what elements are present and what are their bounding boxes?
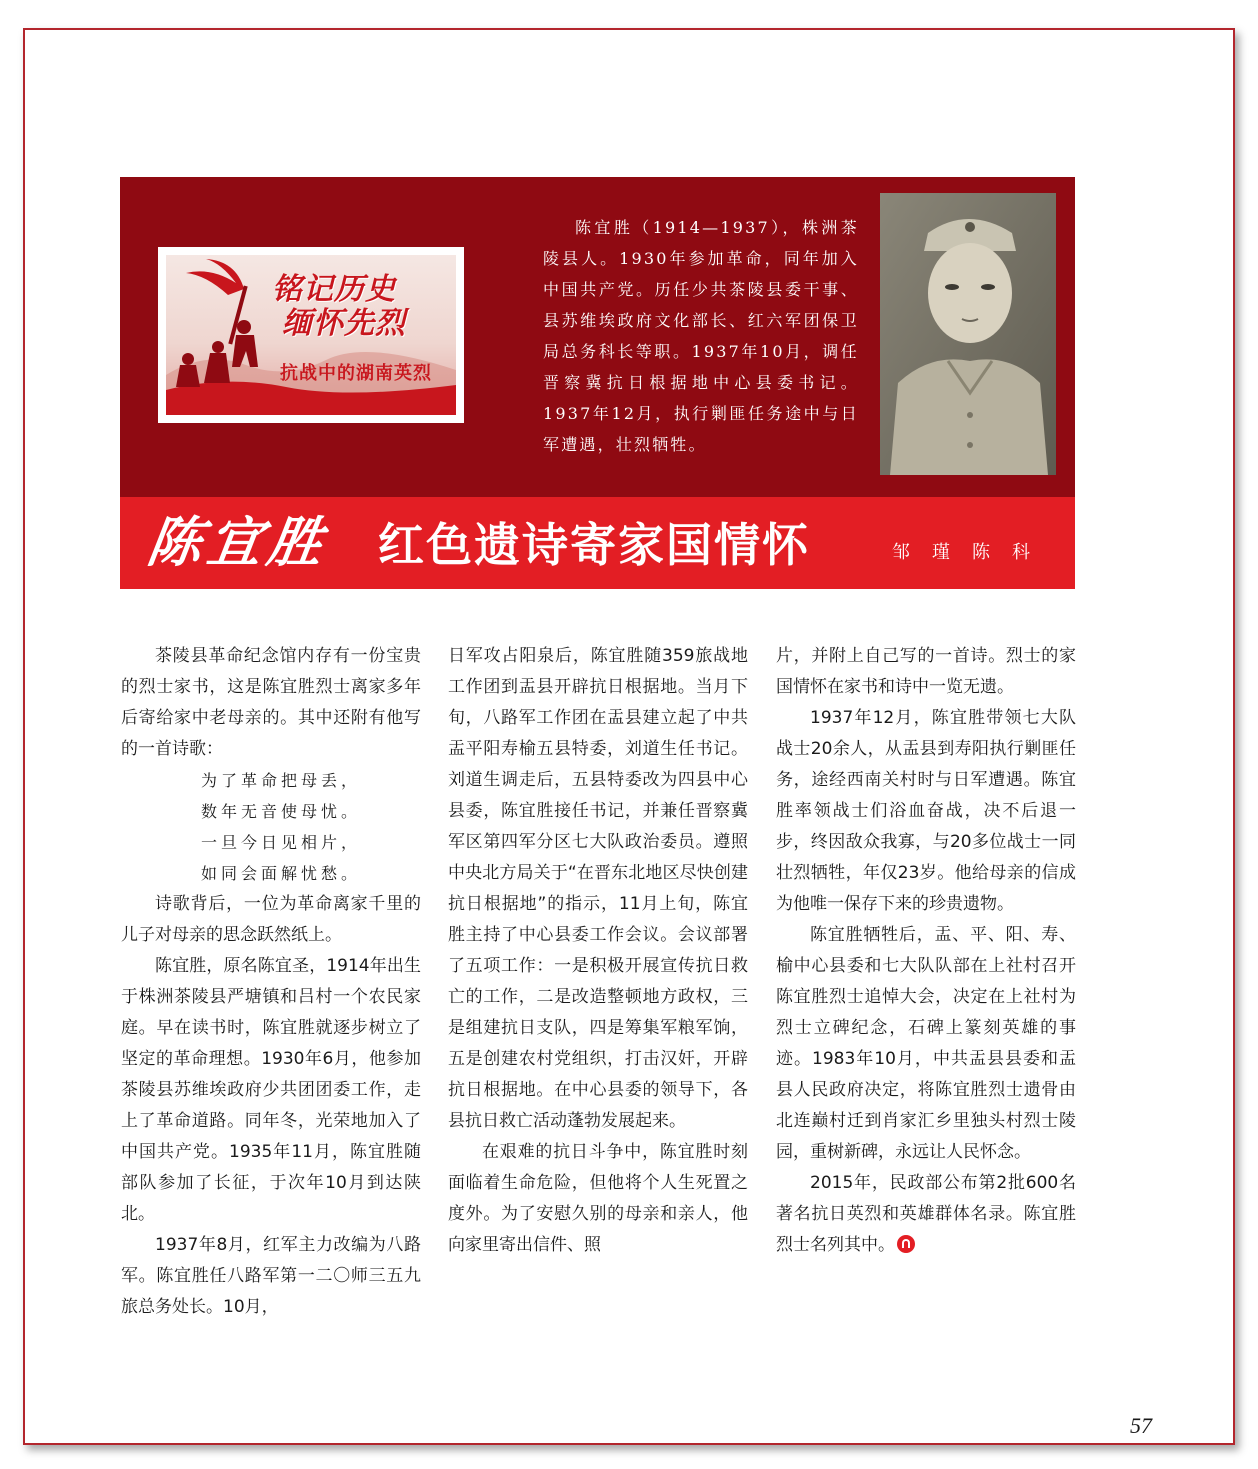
- paragraph: 1937年8月，红军主力改编为八路军。陈宜胜任八路军第一二〇师三五九旅总务处长。10月，: [121, 1235, 421, 1317]
- biography-intro: 陈宜胜（1914—1937），株洲茶陵县人。1930年参加革命，同年加入中国共产党。历任少共茶陵县委干事、县苏维埃政府文化部长、红六军团保卫局总务科长等职。1937年10月，调任晋察冀抗日根据地中心县委书记。1937年12月，执行剿匪任务途中与日军遭遇，壮烈牺牲。: [543, 218, 859, 454]
- series-badge: [158, 247, 464, 423]
- poem-line: 一旦今日见相片，: [201, 833, 362, 852]
- article-authors: 邹瑾陈科: [892, 542, 1052, 563]
- article-column-1: [121, 641, 421, 1323]
- hero-name: 陈宜胜: [143, 510, 333, 574]
- paragraph: 在艰难的抗日斗争中，陈宜胜时刻面临着生命危险，但他将个人生死置之度外。为了安慰久别的母亲和亲人，他向家里寄出信件、照: [448, 1142, 748, 1255]
- paragraph: 1937年12月，陈宜胜带领七大队战士20余人，从盂县到寿阳执行剿匪任务，途经西南关村时与日军遭遇。陈宜胜率领战士们浴血奋战，决不后退一步，终因敌众我寡，与20多位战士一同壮烈牺牲，年仅23岁。他给母亲的信成为他唯一保存下来的珍贵遗物。: [776, 708, 1076, 914]
- article-headline: 红色遗诗寄家国情怀: [378, 518, 810, 572]
- badge-title: 铭记历史 缅怀先烈: [272, 272, 406, 341]
- paragraph: 2015年，民政部公布第2批600名著名抗日英烈和英雄群体名录。陈宜胜烈士名列其中。: [776, 1173, 1076, 1255]
- paragraph: 陈宜胜，原名陈宜圣，1914年出生于株洲茶陵县严塘镇和吕村一个农民家庭。早在读书时，陈宜胜就逐步树立了坚定的革命理想。1930年6月，他参加茶陵县苏维埃政府少共团团委工作，走上了革命道路。同年冬，光荣地加入了中国共产党。1935年11月，陈宜胜随部队参加了长征，于次年10月到达陕北。: [121, 956, 421, 1224]
- badge-subtitle: 抗战中的湖南英烈: [280, 363, 432, 384]
- end-mark-icon: [897, 1235, 915, 1253]
- paragraph-continued: 日军攻占阳泉后，陈宜胜随359旅战地工作团到盂县开辟抗日根据地。当月下旬，八路军工作团在盂县建立起了中共盂平阳寿榆五县特委，刘道生任书记。刘道生调走后，五县特委改为四县中心县委，陈宜胜接任书记，并兼任晋察冀军区第四军分区七大队政治委员。遵照中央北方局关于“在晋东北地区尽快创建抗日根据地”的指示，11月上旬，陈宜胜主持了中心县委工作会议。会议部署了五项工作：一是积极开展宣传抗日救亡的工作，二是改造整顿地方政权，三是组建抗日支队，四是筹集军粮军饷，五是创建农村党组织，打击汉奸，开辟抗日根据地。在中心县委的领导下，各县抗日救亡活动蓬勃发展起来。: [448, 646, 748, 1131]
- article-column-2: [448, 641, 748, 1261]
- article-column-3: [776, 641, 1076, 1261]
- paragraph: 茶陵县革命纪念馆内存有一份宝贵的烈士家书，这是陈宜胜烈士离家多年后寄给家中老母亲的。其中还附有他写的一首诗歌：: [121, 646, 421, 759]
- paragraph: 陈宜胜牺牲后，盂、平、阳、寿、榆中心县委和七大队队部在上社村召开陈宜胜烈士追悼大会，决定在上社村为烈士立碑纪念，石碑上篆刻英雄的事迹。1983年10月，中共盂县县委和盂县人民政府决定，将陈宜胜烈士遗骨由北连巅村迁到肖家汇乡里独头村烈士陵园，重树新碑，永远让人民怀念。: [776, 925, 1076, 1162]
- portrait-photo: [880, 193, 1056, 475]
- poem-line: 为了革命把母丢，: [201, 771, 362, 790]
- paragraph-continued: 片，并附上自己写的一首诗。烈士的家国情怀在家书和诗中一览无遗。: [776, 646, 1076, 697]
- paragraph: 诗歌背后，一位为革命离家千里的儿子对母亲的思念跃然纸上。: [121, 894, 421, 945]
- poem-line: 数年无音使母忧。: [201, 802, 362, 821]
- page-number: 57: [1130, 1413, 1152, 1438]
- poem-line: 如同会面解忧愁。: [201, 864, 362, 883]
